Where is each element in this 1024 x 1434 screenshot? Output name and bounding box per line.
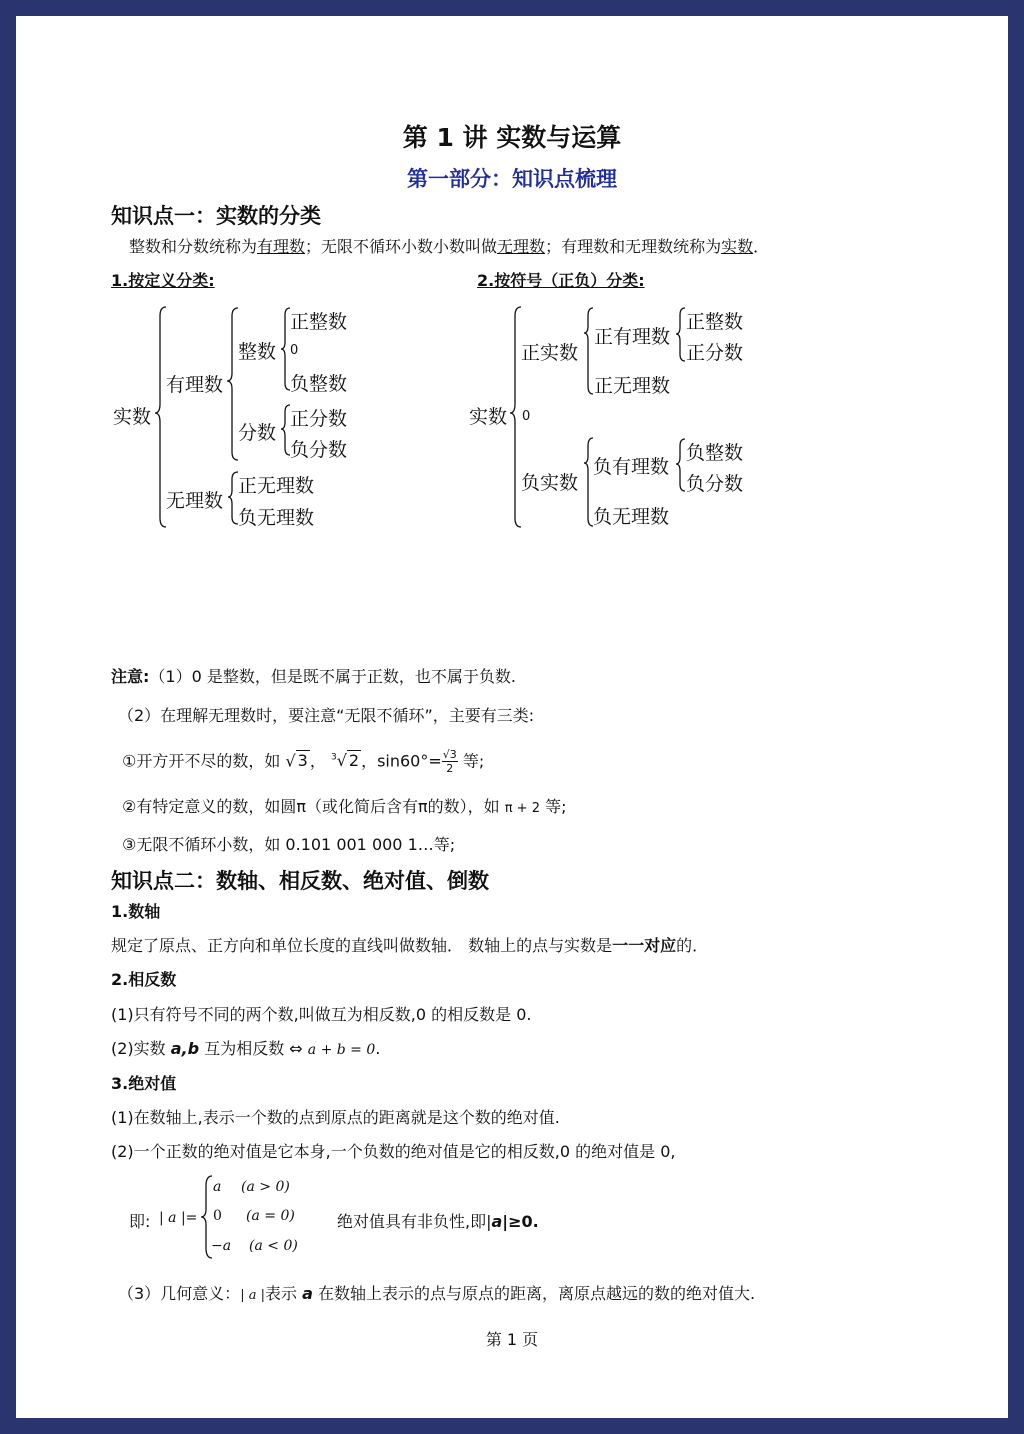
intro-text: ． [753,237,770,256]
number-line-title: 1.数轴 [111,902,161,921]
item2-suffix: 等; [545,797,567,816]
tree2-positive-rational: 正有理数 [594,326,671,348]
pi-plus-2: π + 2 [504,801,540,816]
number-line-text-a: 规定了原点、正方向和单位长度的直线叫做数轴． 数轴上的点与实数是 [111,936,613,955]
tree2-negative-fraction: 负分数 [686,473,744,495]
tree2-negative-rational: 负有理数 [593,456,670,478]
opposite-equation: a + b = 0 [307,1042,376,1058]
fraction-numerator: 3 [449,748,457,762]
tree2-zero: 0 [522,409,531,424]
case-3-condition: (a < 0) [249,1238,298,1254]
tree1-zero: 0 [290,343,299,358]
opposite-line-1: (1)只有符号不同的两个数,叫做互为相反数,0 的相反数是 0. [111,1005,532,1024]
intro-term-irrational: 无理数 [497,237,546,256]
classification-1-label: 1.按定义分类: [111,271,215,290]
absolute-line-2: (2)一个正数的绝对值是它本身,一个负数的绝对值是它的相反数,0 的绝对值是 0, [111,1142,676,1161]
note-2: （2）在理解无理数时，要注意“无限不循环”，主要有三类: [118,706,535,725]
item1-sin: ，sin60°= [361,751,442,771]
absolute-title: 3.绝对值 [111,1074,177,1093]
tree1-positive-fraction: 正分数 [290,408,348,430]
geom-meaning-b: 表示 [264,1284,297,1303]
case-2-condition: (a = 0) [246,1208,295,1224]
tree1-positive-integer: 正整数 [290,311,348,333]
opposite-l2-end: . [375,1039,381,1058]
tree1-positive-irrational: 正无理数 [238,475,315,497]
item1-separator: ， [309,751,326,771]
var-ab: a,b [170,1039,200,1058]
tree2-positive-fraction: 正分数 [686,342,744,364]
note-label: 注意: [111,667,150,686]
irrational-type-1 [122,743,484,776]
non-negativity [337,1209,539,1232]
classification-2-label: 2.按符号（正负）分类: [477,271,645,290]
item2-prefix: ②有特定意义的数，如圆π（或化简后含有π的数），如 [122,797,500,816]
number-line-text-b: 的． [676,936,709,955]
cbrt-radicand: 2 [348,751,360,771]
number-line-text [111,933,708,956]
note-1-text: （1）0 是整数，但是既不属于正数，也不属于负数. [149,667,516,686]
case-3-value: −a [211,1238,232,1254]
irrational-type-2 [122,794,566,817]
sqrt3-over-2-fraction: $\frac{√3}{2}$ [442,748,457,776]
item1-suffix: 等; [462,751,485,771]
tree1-negative-fraction: 负分数 [290,439,348,461]
item1-prefix: ①开方开不尽的数，如 [122,751,281,771]
opposite-l2-b: 互为相反数 ⇔ [204,1039,303,1058]
opposite-line-2 [111,1036,380,1059]
tree1-integer: 整数 [238,341,277,363]
page-footer: 第 1 页 [485,1330,539,1349]
geom-meaning-c: 在数轴上表示的点与原点的距离，离原点越远的数的绝对值大. [317,1284,756,1303]
section1-heading: 知识点一：实数的分类 [111,204,321,228]
tree1-irrational: 无理数 [166,490,224,512]
tree1-rational: 有理数 [166,374,224,396]
non-negativity-a: 绝对值具有非负性,即| [337,1212,492,1231]
intro-text: ；有理数和无理数统称为 [545,237,722,256]
intro-text: 整数和分数统称为 [129,237,258,256]
tree1-negative-irrational: 负无理数 [238,507,315,529]
tree1-fraction: 分数 [238,422,277,444]
case-1-value: a [213,1179,222,1195]
geom-meaning-var: a [302,1284,313,1303]
case-abs-a: | a |= [159,1210,198,1226]
absolute-line-1: (1)在数轴上,表示一个数的点到原点的距离就是这个数的绝对值. [111,1108,560,1127]
opposite-l2-a: (2)实数 [111,1039,166,1058]
case-2-value: 0 [213,1208,222,1224]
intro-term-rational: 有理数 [257,237,306,256]
geom-meaning-a: （3）几何意义： [118,1284,241,1303]
intro-term-real: 实数 [721,237,754,256]
page-title: 第 1 讲 实数与运算 [402,123,622,152]
tree2-root: 实数 [469,406,508,428]
section2-heading: 知识点二：数轴、相反数、绝对值、倒数 [111,869,489,893]
tree1-negative-integer: 负整数 [290,373,348,395]
case-1-condition: (a > 0) [241,1179,290,1195]
tree1-root: 实数 [113,406,152,428]
one-to-one-term: 一一对应 [612,936,677,955]
absolute-line-3 [118,1281,755,1304]
irrational-type-3: ③无限不循环小数，如 0.101 001 000 1…等; [122,835,456,854]
tree2-negative-real: 负实数 [521,472,579,494]
intro-text: ；无限不循环小数小数叫做 [305,237,498,256]
geom-meaning-abs: | a | [240,1288,265,1303]
non-negativity-var: a [491,1212,503,1231]
tree2-positive-integer: 正整数 [686,311,744,333]
case-prefix: 即: [129,1212,151,1231]
tree2-negative-integer: 负整数 [686,442,744,464]
tree2-negative-irrational: 负无理数 [593,506,670,528]
sqrt-radicand: 3 [297,751,308,771]
cbrt-index: 3 [330,753,337,763]
non-negativity-b: |≥0. [502,1212,539,1231]
cbrt-expression: $^3$√ 2 [330,751,360,771]
fraction-denominator: 2 [446,762,454,776]
note-1 [111,664,516,687]
section1-intro [129,234,769,257]
tree2-positive-irrational: 正无理数 [594,375,671,397]
page-subtitle: 第一部分：知识点梳理 [407,167,617,191]
opposite-title: 2.相反数 [111,970,177,989]
sqrt-expression: √ 3 [285,751,308,771]
tree2-positive-real: 正实数 [521,342,579,364]
